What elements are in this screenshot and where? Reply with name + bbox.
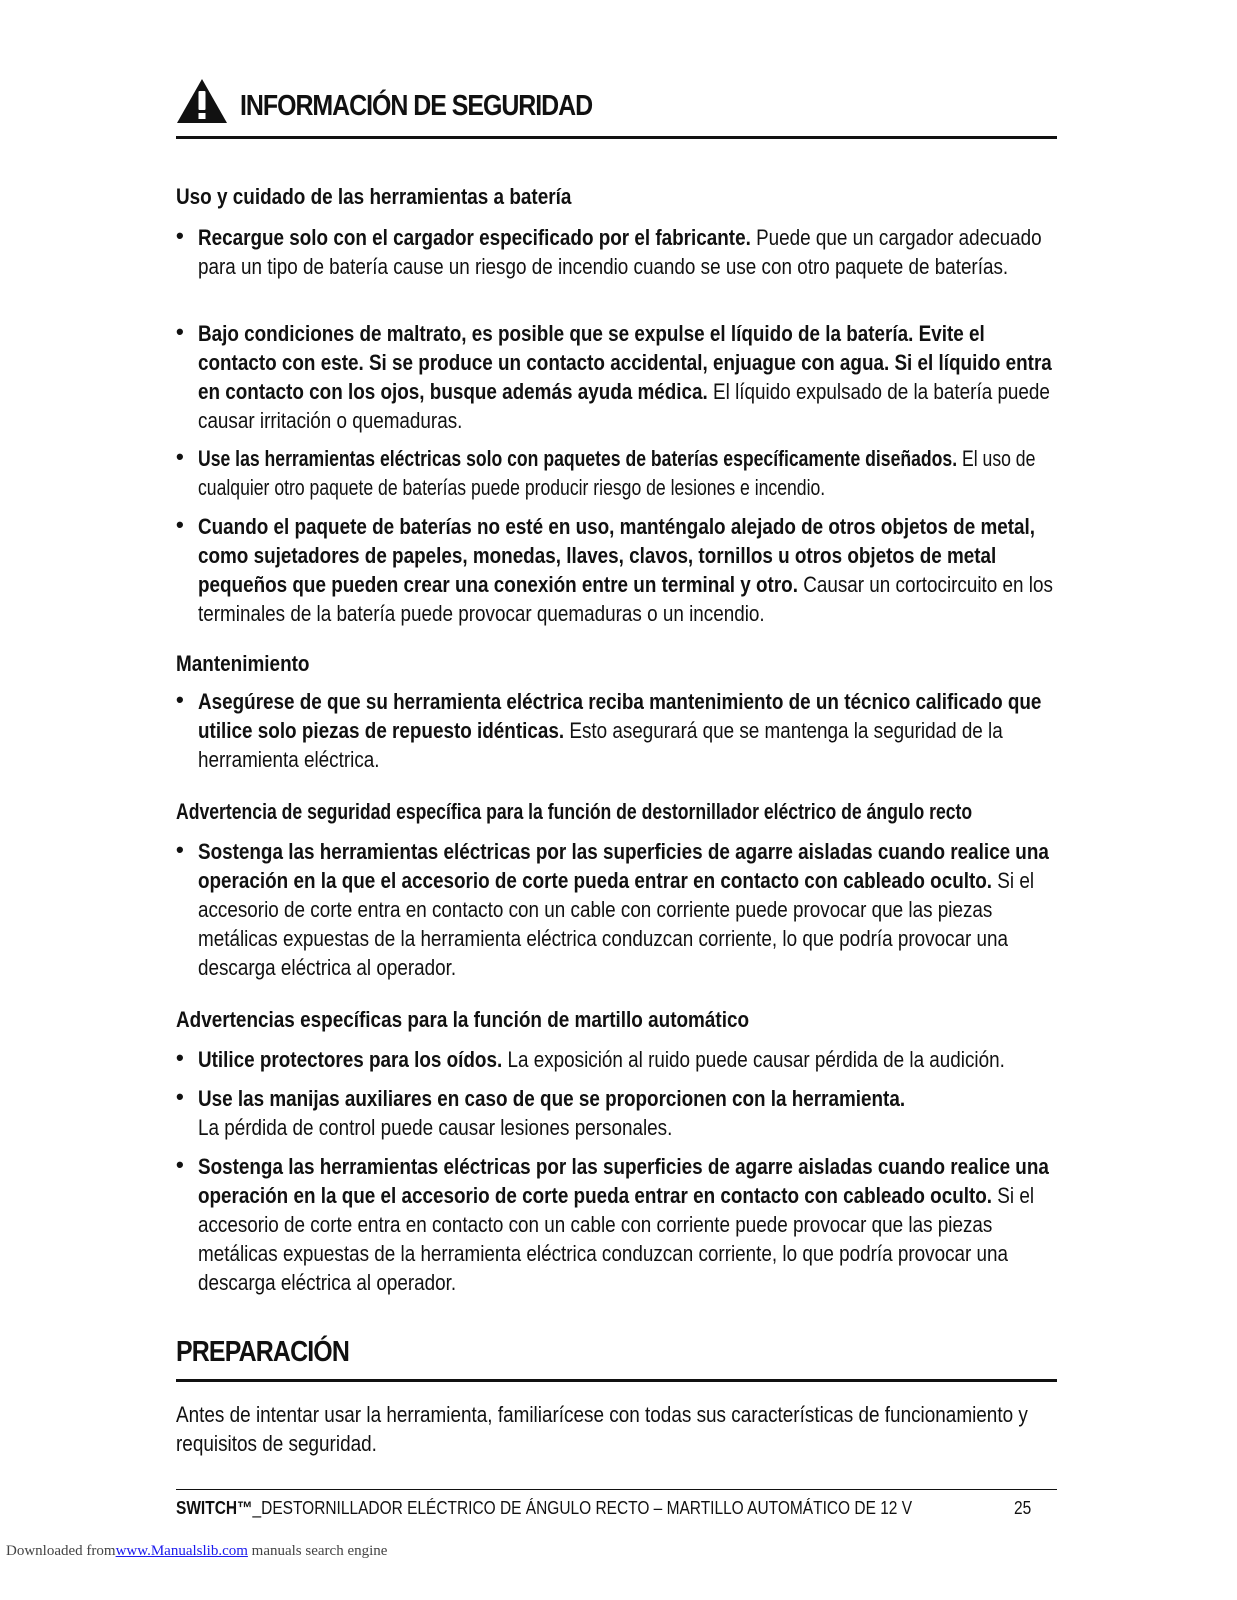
item-text: Si el accesorio de corte entra en contacto con un cable con corriente puede provocar que las piezas metálicas expuestas de la herramienta eléctrica conduzcan corriente, lo que podría provocar una descarga eléctrica al operador. <box>198 1183 1035 1295</box>
item-text: El uso de cualquier otro paquete de baterías puede producir riesgo de lesiones e incendio. <box>198 446 1036 500</box>
bullet: • <box>176 837 184 862</box>
preparation-text: Antes de intentar usar la herramienta, familiarícese con todas sus características de funcionamiento y requisitos de seguridad. <box>176 1402 1028 1456</box>
footer-product: _DESTORNILLADOR ELÉCTRICO DE ÁNGULO RECTO – MARTILLO AUTOMÁTICO DE 12 V <box>252 1498 913 1518</box>
title-rule <box>176 136 1057 139</box>
page-title: INFORMACIÓN DE SEGURIDAD <box>240 90 593 122</box>
footer-brand: SWITCH™ <box>176 1498 253 1518</box>
item-text: Causar un cortocircuito en los terminales de la batería puede provocar quemaduras o un incendio. <box>198 572 1053 626</box>
download-banner <box>6 1543 387 1560</box>
section-heading-maintenance: Mantenimiento <box>176 651 310 676</box>
preparation-heading: PREPARACIÓN <box>176 1336 349 1368</box>
item-text: La exposición al ruido puede causar pérdida de la audición. <box>507 1047 1005 1072</box>
section-heading-hammer: Advertencias específicas para la función de martillo automático <box>176 1007 750 1032</box>
download-suffix: manuals search engine <box>247 1543 388 1559</box>
bullet: • <box>176 1045 184 1070</box>
item-bold: Use las manijas auxiliares en caso de que se proporcionen con la herramienta. <box>198 1086 906 1111</box>
item-bold: Cuando el paquete de baterías no esté en uso, manténgalo alejado de otros objetos de metal, como sujetadores de papeles, monedas, llaves, clavos, tornillos u otros objetos de metal pequeños que pueden crear una conexión entre un terminal y otro. <box>198 514 1036 597</box>
bullet: • <box>176 687 184 712</box>
section-heading-screwdriver: Advertencia de seguridad específica para la función de destornillador eléctrico de ángulo recto <box>176 799 973 824</box>
item-bold: Utilice protectores para los oídos. <box>198 1047 503 1072</box>
warning-triangle-icon <box>176 78 228 124</box>
section-heading-battery: Uso y cuidado de las herramientas a batería <box>176 184 572 209</box>
bullet: • <box>176 444 184 469</box>
page-number: 25 <box>1014 1498 1032 1518</box>
item-text: Puede que un cargador adecuado para un tipo de batería cause un riesgo de incendio cuando se use con otro paquete de baterías. <box>198 225 1042 279</box>
item-bold: Bajo condiciones de maltrato, es posible que se expulse el líquido de la batería. Evite el contacto con este. Si se produce un contacto accidental, enjuague con agua. Si el líquido entra en contacto con los ojos, busque además ayuda médica. <box>198 321 1052 404</box>
item-text: La pérdida de control puede causar lesiones personales. <box>198 1115 673 1140</box>
footer-title <box>176 1498 1036 1519</box>
item-text: Esto asegurará que se mantenga la seguridad de la herramienta eléctrica. <box>198 718 1003 772</box>
manualslib-link[interactable]: www.Manualslib.com <box>115 1543 248 1559</box>
item-bold: Sostenga las herramientas eléctricas por las superficies de agarre aisladas cuando realice una operación en la que el accesorio de corte pueda entrar en contacto con cableado oculto. <box>198 839 1049 893</box>
item-text: El líquido expulsado de la batería puede causar irritación o quemaduras. <box>198 379 1050 433</box>
item-bold: Sostenga las herramientas eléctricas por las superficies de agarre aisladas cuando realice una operación en la que el accesorio de corte pueda entrar en contacto con cableado oculto. <box>198 1154 1049 1208</box>
bullet: • <box>176 1084 184 1109</box>
bullet: • <box>176 1152 184 1177</box>
item-bold: Recargue solo con el cargador especificado por el fabricante. <box>198 225 751 250</box>
item-text: Si el accesorio de corte entra en contacto con un cable con corriente puede provocar que las piezas metálicas expuestas de la herramienta eléctrica conduzcan corriente, lo que podría provocar una descarga eléctrica al operador. <box>198 868 1035 980</box>
download-prefix: Downloaded from <box>6 1543 116 1559</box>
bullet: • <box>176 319 184 344</box>
footer-rule <box>176 1489 1057 1490</box>
item-bold: Use las herramientas eléctricas solo con paquetes de baterías específicamente diseñados. <box>198 446 958 471</box>
preparation-rule <box>176 1379 1057 1382</box>
bullet: • <box>176 512 184 537</box>
bullet: • <box>176 223 184 248</box>
item-bold: Asegúrese de que su herramienta eléctrica reciba mantenimiento de un técnico calificado que utilice solo piezas de repuesto idénticas. <box>198 689 1042 743</box>
title-row <box>176 78 1056 138</box>
